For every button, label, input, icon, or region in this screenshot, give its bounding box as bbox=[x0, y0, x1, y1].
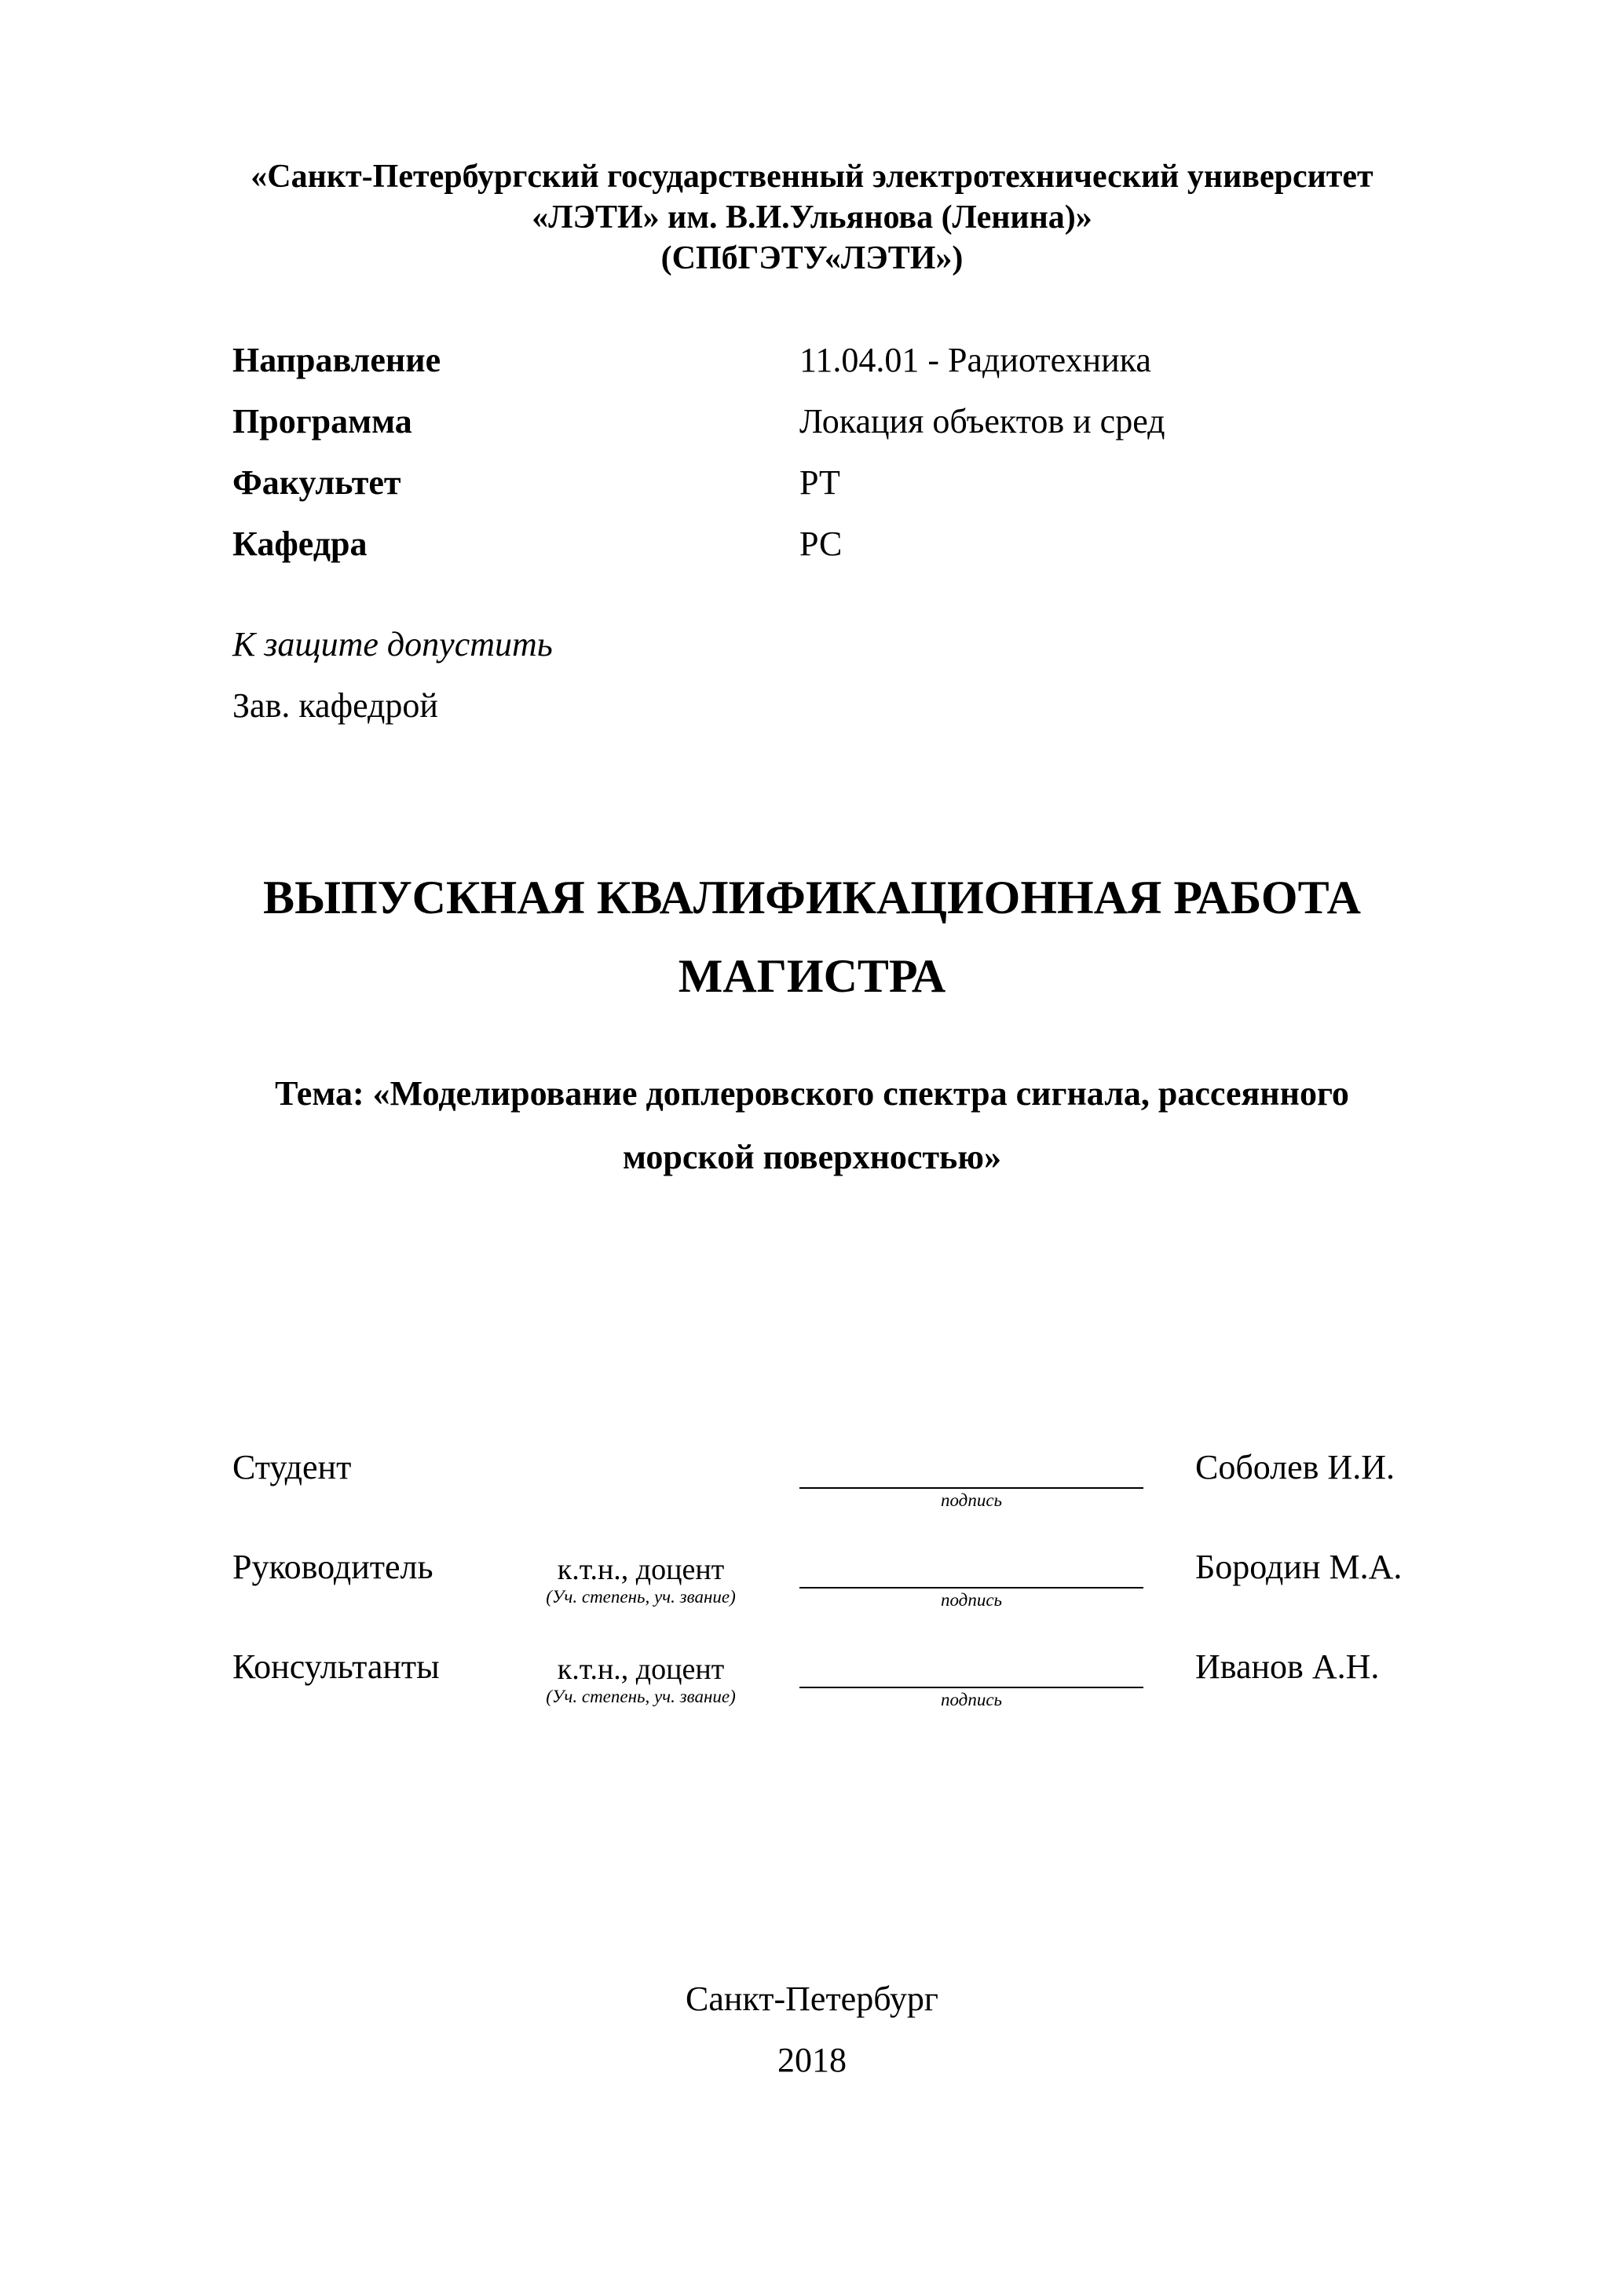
direction-label: Направление bbox=[232, 341, 441, 379]
student-role: Студент bbox=[232, 1448, 352, 1486]
department-value: РС bbox=[799, 525, 843, 563]
consultant-role: Консультанты bbox=[232, 1647, 440, 1686]
thesis-topic-line-1: Тема: «Моделирование доплеровского спектра сигнала, рассеянного bbox=[275, 1074, 1349, 1113]
program-label: Программа bbox=[232, 402, 412, 441]
student-name: Соболев И.И. bbox=[1195, 1448, 1395, 1486]
university-name-line-1: «Санкт-Петербургский государственный электротехнический университет bbox=[251, 159, 1373, 195]
faculty-value: РТ bbox=[799, 463, 840, 502]
department-head-label: Зав. кафедрой bbox=[232, 686, 438, 725]
supervisor-signature-caption: подпись bbox=[940, 1590, 1002, 1610]
consultant-name: Иванов А.Н. bbox=[1195, 1647, 1380, 1686]
supervisor-degree: к.т.н., доцент bbox=[557, 1553, 725, 1586]
department-label: Кафедра bbox=[232, 525, 368, 563]
supervisor-signature-line bbox=[799, 1587, 1143, 1589]
supervisor-role: Руководитель bbox=[232, 1548, 433, 1586]
consultant-signature-caption: подпись bbox=[940, 1690, 1002, 1709]
supervisor-degree-caption: (Уч. степень, уч. звание) bbox=[546, 1587, 736, 1607]
university-name-line-2: «ЛЭТИ» им. В.И.Ульянова (Ленина)» bbox=[532, 199, 1092, 236]
consultant-signature-line bbox=[799, 1687, 1143, 1688]
university-abbreviation: (СПбГЭТУ«ЛЭТИ») bbox=[660, 240, 964, 276]
consultant-degree: к.т.н., доцент bbox=[557, 1653, 725, 1686]
student-signature-line bbox=[799, 1487, 1143, 1489]
faculty-label: Факультет bbox=[232, 463, 401, 502]
student-signature-caption: подпись bbox=[940, 1490, 1002, 1510]
program-value: Локация объектов и сред bbox=[799, 402, 1165, 441]
thesis-topic-line-2: морской поверхностью» bbox=[623, 1138, 1001, 1176]
thesis-title-line-1: ВЫПУСКНАЯ КВАЛИФИКАЦИОННАЯ РАБОТА bbox=[263, 872, 1361, 923]
thesis-title-line-2: МАГИСТРА bbox=[678, 950, 946, 1002]
consultant-degree-caption: (Уч. степень, уч. звание) bbox=[546, 1687, 736, 1706]
year: 2018 bbox=[777, 2041, 847, 2079]
supervisor-name: Бородин М.А. bbox=[1195, 1548, 1403, 1586]
direction-value: 11.04.01 - Радиотехника bbox=[799, 341, 1151, 379]
city: Санкт-Петербург bbox=[686, 1980, 938, 2018]
admission-note: К защите допустить bbox=[232, 625, 553, 664]
